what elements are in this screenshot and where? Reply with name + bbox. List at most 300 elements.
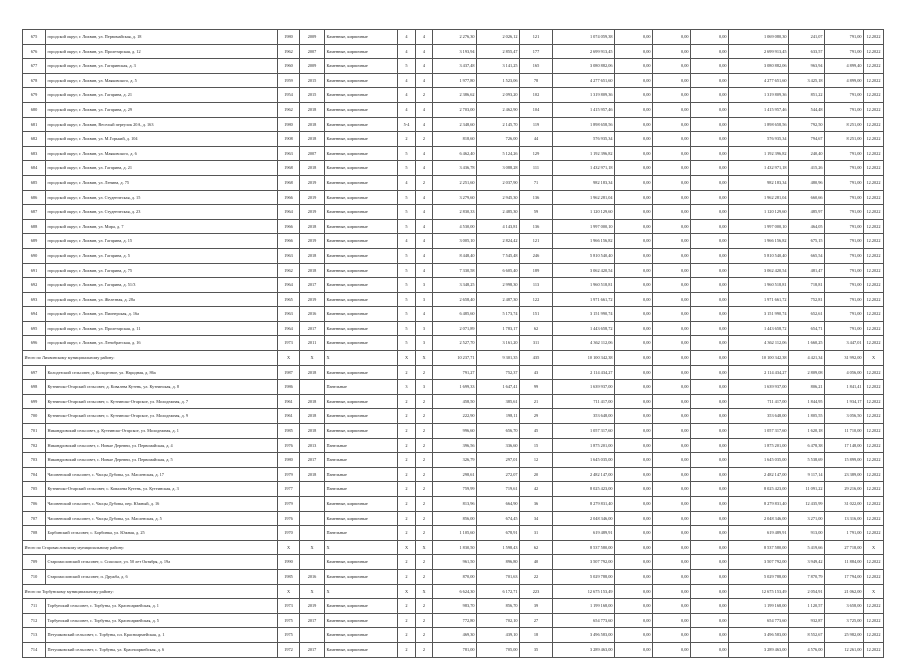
table-row bbox=[23, 307, 884, 322]
cell-z1: 0,00 bbox=[615, 248, 653, 263]
subtotal-label: Итого по Лихвинскому муниципальному району: bbox=[23, 351, 278, 366]
cell-wall: Панельные bbox=[325, 453, 398, 468]
cell-u1: 485,97 bbox=[789, 205, 825, 220]
cell-u1: 660,66 bbox=[789, 190, 825, 205]
cell-dt: 12.2022 bbox=[864, 380, 884, 395]
cell-wall: Каменные, кирпичные bbox=[325, 175, 398, 190]
table-row bbox=[23, 380, 884, 395]
row-number: 677 bbox=[23, 59, 46, 74]
cell-y2: 2018 bbox=[300, 219, 325, 234]
cell-a2: 439,10 bbox=[477, 628, 520, 643]
cell-u2: 4 899,40 bbox=[825, 59, 864, 74]
cell-u2: 791,00 bbox=[825, 234, 864, 249]
address-cell: городской округ, г. Лихвин, ул. Гагарина, д. 21 bbox=[46, 161, 278, 176]
cell-a1: 298,61 bbox=[433, 467, 477, 482]
cell-a1: 2 830,33 bbox=[433, 205, 477, 220]
cell-y2: 2015 bbox=[300, 73, 325, 88]
cell-p: 122 bbox=[520, 292, 553, 307]
cell-y1: 1960 bbox=[278, 59, 300, 74]
cell-fl: 2 bbox=[398, 613, 416, 628]
cell-p: 27 bbox=[520, 613, 553, 628]
cell-y1: 1972 bbox=[278, 642, 300, 657]
cell-wall: Каменные, кирпичные bbox=[325, 365, 398, 380]
cell-dt: 12.2022 bbox=[864, 497, 884, 512]
cell-z1: 0,00 bbox=[615, 219, 653, 234]
cell-p: 22 bbox=[520, 569, 553, 584]
cell-u2: 31 992,00 bbox=[825, 351, 864, 366]
cell-z1: 0,00 bbox=[615, 278, 653, 293]
cell-dt: 12.2022 bbox=[864, 453, 884, 468]
cell-p: 21 bbox=[520, 394, 553, 409]
cell-fl: 2 bbox=[398, 599, 416, 614]
cell-z1: 0,00 bbox=[615, 175, 653, 190]
cell-a2: 5 173,74 bbox=[477, 307, 520, 322]
cell-u1: 665,54 bbox=[789, 248, 825, 263]
cell-z2: 0,00 bbox=[653, 278, 691, 293]
cell-y2: 2018 bbox=[300, 132, 325, 147]
cell-tot: 1 966 156,82 bbox=[729, 234, 789, 249]
cell-a2: 2 487,30 bbox=[477, 292, 520, 307]
cell-z2: 0,00 bbox=[653, 248, 691, 263]
cell-p: 129 bbox=[520, 146, 553, 161]
row-number: 692 bbox=[23, 278, 46, 293]
cell-cost: 1 443 658,72 bbox=[553, 321, 615, 336]
address-cell: городской округ, г. Лихвин, ул. Пионерская, д. 16а bbox=[46, 307, 278, 322]
cell-u2: 13 316,00 bbox=[825, 511, 864, 526]
cell-y2: 2018 bbox=[300, 117, 325, 132]
cell-a1: 3 193,94 bbox=[433, 44, 477, 59]
cell-a1: 759,99 bbox=[433, 482, 477, 497]
table-row bbox=[23, 642, 884, 657]
cell-y2: 2018 bbox=[300, 409, 325, 424]
cell-fl: 5 bbox=[398, 205, 416, 220]
cell-z1: 0,00 bbox=[615, 526, 653, 541]
cell-p: 246 bbox=[520, 248, 553, 263]
cell-y1: 1963 bbox=[278, 146, 300, 161]
cell-z2: 0,00 bbox=[653, 117, 691, 132]
cell-u1: 481,47 bbox=[789, 263, 825, 278]
cell-y2 bbox=[300, 511, 325, 526]
cell-y2: 2019 bbox=[300, 175, 325, 190]
cell-a1: 2 658,40 bbox=[433, 292, 477, 307]
cell-cost: 3 507 792,00 bbox=[553, 555, 615, 570]
cell-wall: Каменные, кирпичные bbox=[325, 424, 398, 439]
address-cell: Кутеинско-Отарский сельсовет, с. Ковалева Кутень, ул. Кутеинская, д. 3 bbox=[46, 482, 278, 497]
cell-fl: 5 bbox=[398, 292, 416, 307]
cell-cost: 1 074 059,38 bbox=[553, 30, 615, 45]
cell-cost: 1 645 035,00 bbox=[553, 453, 615, 468]
cell-z1: 0,00 bbox=[615, 30, 653, 45]
cell-fl: 5 bbox=[398, 307, 416, 322]
cell-z3: 0,00 bbox=[691, 482, 729, 497]
cell-a2: 705,00 bbox=[477, 642, 520, 657]
cell-a2: 2 093,20 bbox=[477, 88, 520, 103]
cell-z3: 0,00 bbox=[691, 613, 729, 628]
cell-p: 113 bbox=[520, 278, 553, 293]
cell-p: 104 bbox=[520, 102, 553, 117]
cell-a1: 10 237,71 bbox=[433, 351, 477, 366]
cell-a2: 719,61 bbox=[477, 482, 520, 497]
cell-wall: Каменные, кирпичные bbox=[325, 307, 398, 322]
cell-u1: 806,21 bbox=[789, 380, 825, 395]
cell-dt: 12.2022 bbox=[864, 409, 884, 424]
cell-z3: 0,00 bbox=[691, 205, 729, 220]
cell-u1: 3 949,42 bbox=[789, 555, 825, 570]
cell-a1: 3 437,48 bbox=[433, 59, 477, 74]
cell-a2: 2 945,30 bbox=[477, 190, 520, 205]
cell-p: 121 bbox=[520, 30, 553, 45]
cell-tot: 3 289 463,00 bbox=[729, 642, 789, 657]
subtotal-label: Итого по Торбунскому муниципальному району: bbox=[23, 584, 278, 599]
cell-wall: Каменные, кирпичные bbox=[325, 44, 398, 59]
cell-fl: X bbox=[398, 584, 416, 599]
cell-p: 311 bbox=[520, 336, 553, 351]
table-row bbox=[23, 88, 884, 103]
cell-u1: 718,81 bbox=[789, 278, 825, 293]
cell-y2: 2017 bbox=[300, 278, 325, 293]
cell-z2: 0,00 bbox=[653, 599, 691, 614]
address-cell: Старомасловский сельсовет, п. Дружба, д. 6 bbox=[46, 569, 278, 584]
row-number: 707 bbox=[23, 511, 46, 526]
cell-u2: 1 934,17 bbox=[825, 394, 864, 409]
cell-z3: 0,00 bbox=[691, 365, 729, 380]
cell-tot: 2 114 434,27 bbox=[729, 365, 789, 380]
cell-y1: 1985 bbox=[278, 569, 300, 584]
cell-z3: 0,00 bbox=[691, 438, 729, 453]
cell-z1: 0,00 bbox=[615, 584, 653, 599]
cell-cost: 2 699 913,45 bbox=[553, 44, 615, 59]
cell-y2: 2018 bbox=[300, 424, 325, 439]
cell-z1: 0,00 bbox=[615, 146, 653, 161]
row-number: 682 bbox=[23, 132, 46, 147]
cell-z2: 0,00 bbox=[653, 219, 691, 234]
cell-wall: X bbox=[325, 540, 398, 555]
row-number: 714 bbox=[23, 642, 46, 657]
cell-y1: 1975 bbox=[278, 613, 300, 628]
cell-a2: 3 141,25 bbox=[477, 59, 520, 74]
cell-dt: 12.2022 bbox=[864, 438, 884, 453]
cell-en: 4 bbox=[416, 102, 433, 117]
cell-z2: 0,00 bbox=[653, 540, 691, 555]
cell-a1: 396,56 bbox=[433, 438, 477, 453]
cell-fl: 4 bbox=[398, 175, 416, 190]
cell-fl: 5 bbox=[398, 59, 416, 74]
row-number: 688 bbox=[23, 219, 46, 234]
cell-a1: 2 071,89 bbox=[433, 321, 477, 336]
cell-cost: 1 319 809,36 bbox=[553, 88, 615, 103]
cell-y1: 1973 bbox=[278, 599, 300, 614]
cell-dt: 12.2022 bbox=[864, 73, 884, 88]
cell-z3: 0,00 bbox=[691, 453, 729, 468]
cell-cost: 3 062 420,54 bbox=[553, 263, 615, 278]
row-number: 676 bbox=[23, 44, 46, 59]
cell-fl: X bbox=[398, 351, 416, 366]
cell-z3: 0,00 bbox=[691, 102, 729, 117]
table-row bbox=[23, 424, 884, 439]
cell-cost: 1 962 281,04 bbox=[553, 190, 615, 205]
cell-tot: 2 699 913,45 bbox=[729, 44, 789, 59]
cell-u1: 1 660,25 bbox=[789, 336, 825, 351]
cell-cost: 2 114 434,27 bbox=[553, 365, 615, 380]
cell-wall: Каменные, кирпичные bbox=[325, 497, 398, 512]
cell-tot: 982 183,34 bbox=[729, 175, 789, 190]
cell-wall: Каменные, кирпичные bbox=[325, 394, 398, 409]
cell-tot: 576 935,34 bbox=[729, 132, 789, 147]
cell-en: 2 bbox=[416, 613, 433, 628]
cell-a2: 385,61 bbox=[477, 394, 520, 409]
cell-p: 71 bbox=[520, 175, 553, 190]
cell-y2: X bbox=[300, 540, 325, 555]
cell-z3: 0,00 bbox=[691, 569, 729, 584]
cell-tot: 1 432 971,18 bbox=[729, 161, 789, 176]
cell-en: 4 bbox=[416, 307, 433, 322]
cell-wall: Каменные, кирпичные bbox=[325, 599, 398, 614]
cell-a2: 297,01 bbox=[477, 453, 520, 468]
cell-en: 2 bbox=[416, 424, 433, 439]
cell-p: 39 bbox=[520, 599, 553, 614]
cell-a1: 6 624,30 bbox=[433, 584, 477, 599]
address-cell: городской округ, г. Лихвин, ул. Пролетарская, д. 11 bbox=[46, 321, 278, 336]
cell-en: 4 bbox=[416, 205, 433, 220]
cell-z2: 0,00 bbox=[653, 175, 691, 190]
cell-p: 102 bbox=[520, 88, 553, 103]
cell-tot: 1 192 396,82 bbox=[729, 146, 789, 161]
cell-z3: 0,00 bbox=[691, 555, 729, 570]
table-row bbox=[23, 321, 884, 336]
address-cell: городской округ, г. Лихвин, ул. Первомайская, д. 18 bbox=[46, 30, 278, 45]
cell-fl: 2 bbox=[398, 365, 416, 380]
table-row bbox=[23, 59, 884, 74]
cell-y1: 1976 bbox=[278, 511, 300, 526]
cell-en: 4 bbox=[416, 44, 433, 59]
cell-a1: 7 330,58 bbox=[433, 263, 477, 278]
cell-y2 bbox=[300, 497, 325, 512]
row-number: 704 bbox=[23, 467, 46, 482]
cell-z2: 0,00 bbox=[653, 453, 691, 468]
cell-u1: 241,07 bbox=[789, 30, 825, 45]
address-cell: городской округ, г. Лихвин, ул. Гагарина, д. 75 bbox=[46, 263, 278, 278]
cell-a1: 1 105,60 bbox=[433, 526, 477, 541]
cell-u1: 4 421,34 bbox=[789, 351, 825, 366]
cell-u1: 464,05 bbox=[789, 219, 825, 234]
cell-a1: 6 462,40 bbox=[433, 146, 477, 161]
address-cell: Петушковский сельсовет, с. Торбуны, ул. Красноармейская, д. 6 bbox=[46, 642, 278, 657]
subtotal-label: Итого по Старомасловскому муниципальному району: bbox=[23, 540, 278, 555]
cell-y2: 2018 bbox=[300, 467, 325, 482]
table-row bbox=[23, 117, 884, 132]
cell-z1: 0,00 bbox=[615, 336, 653, 351]
cell-wall: Каменные, кирпичные bbox=[325, 30, 398, 45]
cell-a2: 664,90 bbox=[477, 497, 520, 512]
cell-a1: 983,70 bbox=[433, 599, 477, 614]
cell-y1: 1954 bbox=[278, 88, 300, 103]
table-row bbox=[23, 175, 884, 190]
cell-tot: 8 537 580,00 bbox=[729, 540, 789, 555]
cell-z3: 0,00 bbox=[691, 175, 729, 190]
row-number: 683 bbox=[23, 146, 46, 161]
cell-fl: 2 bbox=[398, 467, 416, 482]
cell-tot: 654 773,60 bbox=[729, 613, 789, 628]
table-row bbox=[23, 365, 884, 380]
cell-cost: 5 029 788,00 bbox=[553, 569, 615, 584]
cell-tot: 3 496 583,00 bbox=[729, 628, 789, 643]
cell-tot: 12 675 153,49 bbox=[729, 584, 789, 599]
row-number: 695 bbox=[23, 321, 46, 336]
cell-fl: 3 bbox=[398, 380, 416, 395]
address-cell: Старомасловский сельсовет, с. Спасское, ул. 50 лет Октября, д. 19а bbox=[46, 555, 278, 570]
cell-y1: 1964 bbox=[278, 205, 300, 220]
cell-a2: 5 124,26 bbox=[477, 146, 520, 161]
address-cell: городской округ, г. Лихвин, ул. Маяковского, д. 5 bbox=[46, 73, 278, 88]
address-cell: Торбунский сельсовет, с. Торбуны, ул. Красноармейская, д. 1 bbox=[46, 599, 278, 614]
cell-cost: 1 971 661,72 bbox=[553, 292, 615, 307]
cell-dt: 12.2022 bbox=[864, 321, 884, 336]
cell-fl: 2 bbox=[398, 132, 416, 147]
cell-z3: 0,00 bbox=[691, 132, 729, 147]
cell-tot: 2 482 147,00 bbox=[729, 467, 789, 482]
cell-z1: 0,00 bbox=[615, 263, 653, 278]
address-cell: Торбунский сельсовет, с. Торбуны, ул. Красноармейская, д. 5 bbox=[46, 613, 278, 628]
cell-u2: 1 841,41 bbox=[825, 380, 864, 395]
cell-p: 31 bbox=[520, 526, 553, 541]
cell-tot: 353 648,00 bbox=[729, 409, 789, 424]
cell-a1: 813,96 bbox=[433, 497, 477, 512]
cell-z2: 0,00 bbox=[653, 569, 691, 584]
cell-y1: 1990 bbox=[278, 555, 300, 570]
address-cell: Часовенский сельсовет, с. Часцы Дубовы, ул. Масленская, д. 5 bbox=[46, 511, 278, 526]
cell-tot: 3 151 990,74 bbox=[729, 307, 789, 322]
cell-dt: 12.2022 bbox=[864, 190, 884, 205]
cell-z1: 0,00 bbox=[615, 453, 653, 468]
housing-register-table bbox=[22, 29, 884, 658]
cell-dt: 12.2022 bbox=[864, 263, 884, 278]
cell-z3: 0,00 bbox=[691, 278, 729, 293]
cell-fl: 5 bbox=[398, 161, 416, 176]
cell-tot: 1 443 658,72 bbox=[729, 321, 789, 336]
cell-p: 136 bbox=[520, 219, 553, 234]
cell-y2: 2017 bbox=[300, 453, 325, 468]
cell-a2: 2 145,70 bbox=[477, 117, 520, 132]
cell-y2: 2017 bbox=[300, 642, 325, 657]
row-number: 699 bbox=[23, 394, 46, 409]
address-cell: городской округ, г. Лихвин, ул. Железная, д. 28а bbox=[46, 292, 278, 307]
cell-z1: 0,00 bbox=[615, 394, 653, 409]
cell-z1: 0,00 bbox=[615, 44, 653, 59]
cell-u2: 4 899,00 bbox=[825, 73, 864, 88]
address-cell: городской округ, г. Лихвин, ул. М.Горький, д. 104 bbox=[46, 132, 278, 147]
row-number: 702 bbox=[23, 438, 46, 453]
cell-dt: 12.2022 bbox=[864, 642, 884, 657]
cell-y1: 1979 bbox=[278, 497, 300, 512]
cell-z3: 0,00 bbox=[691, 248, 729, 263]
cell-cost: 1 966 156,82 bbox=[553, 234, 615, 249]
cell-tot: 711 417,00 bbox=[729, 394, 789, 409]
cell-a1: 870,00 bbox=[433, 569, 477, 584]
cell-z1: 0,00 bbox=[615, 102, 653, 117]
cell-z2: 0,00 bbox=[653, 584, 691, 599]
cell-y1: 1908 bbox=[278, 132, 300, 147]
row-number: 710 bbox=[23, 569, 46, 584]
address-cell: Борбинский сельсовет, с. Борбинка, ул. Южная, д. 25 bbox=[46, 526, 278, 541]
cell-fl: 2 bbox=[398, 569, 416, 584]
cell-u1: 3 271,00 bbox=[789, 511, 825, 526]
row-number: 698 bbox=[23, 380, 46, 395]
cell-a1: 2 251,60 bbox=[433, 175, 477, 190]
cell-a1: 2 348,60 bbox=[433, 117, 477, 132]
cell-wall: Каменные, кирпичные bbox=[325, 278, 398, 293]
cell-dt: X bbox=[864, 540, 884, 555]
cell-u2: 791,00 bbox=[825, 292, 864, 307]
cell-y1: 1961 bbox=[278, 409, 300, 424]
cell-z3: 0,00 bbox=[691, 380, 729, 395]
cell-wall: Каменные, кирпичные bbox=[325, 263, 398, 278]
table-row bbox=[23, 482, 884, 497]
cell-dt: 12.2022 bbox=[864, 102, 884, 117]
cell-p: 121 bbox=[520, 234, 553, 249]
cell-y2 bbox=[300, 628, 325, 643]
cell-fl: 5 bbox=[398, 248, 416, 263]
cell-y1: 1980 bbox=[278, 453, 300, 468]
cell-y2 bbox=[300, 555, 325, 570]
cell-cost: 619 489,91 bbox=[553, 526, 615, 541]
address-cell: Кутеинско-Отарский сельсовет, с. Кутеинско-Отарское, ул. Молодежная, д. 7 bbox=[46, 394, 278, 409]
cell-dt: 12.2022 bbox=[864, 599, 884, 614]
cell-dt: 12.2022 bbox=[864, 278, 884, 293]
cell-tot: 2 048 346,00 bbox=[729, 511, 789, 526]
cell-a2: 3 161,20 bbox=[477, 336, 520, 351]
cell-a2: 656,70 bbox=[477, 424, 520, 439]
cell-z2: 0,00 bbox=[653, 30, 691, 45]
cell-dt: 12.2022 bbox=[864, 146, 884, 161]
cell-dt: 12.2022 bbox=[864, 205, 884, 220]
cell-p: 78 bbox=[520, 73, 553, 88]
cell-en: 2 bbox=[416, 467, 433, 482]
cell-p: 45 bbox=[520, 424, 553, 439]
cell-p: 59 bbox=[520, 205, 553, 220]
cell-y1: 1973 bbox=[278, 336, 300, 351]
cell-u2: 31 022,00 bbox=[825, 497, 864, 512]
cell-a2: 2 037,90 bbox=[477, 175, 520, 190]
cell-u2: 3 658,00 bbox=[825, 599, 864, 614]
cell-y2: 2016 bbox=[300, 569, 325, 584]
cell-z2: 0,00 bbox=[653, 44, 691, 59]
cell-z1: 0,00 bbox=[615, 569, 653, 584]
table-row bbox=[23, 146, 884, 161]
table-row bbox=[23, 336, 884, 351]
cell-tot: 8 025 423,00 bbox=[729, 482, 789, 497]
cell-z3: 0,00 bbox=[691, 526, 729, 541]
cell-y2: 2011 bbox=[300, 336, 325, 351]
cell-fl: 5 bbox=[398, 321, 416, 336]
cell-z1: 0,00 bbox=[615, 424, 653, 439]
cell-u1: 652,61 bbox=[789, 307, 825, 322]
cell-z3: 0,00 bbox=[691, 467, 729, 482]
cell-fl: 2 bbox=[398, 394, 416, 409]
cell-a1: 791,27 bbox=[433, 365, 477, 380]
cell-fl: 2 bbox=[398, 642, 416, 657]
cell-cost: 10 100 342,38 bbox=[553, 351, 615, 366]
cell-en: 4 bbox=[416, 59, 433, 74]
cell-p: 43 bbox=[520, 365, 553, 380]
cell-tot: 1 199 168,00 bbox=[729, 599, 789, 614]
cell-a1: 961,50 bbox=[433, 555, 477, 570]
cell-dt: 12.2022 bbox=[864, 175, 884, 190]
cell-z2: 0,00 bbox=[653, 132, 691, 147]
cell-u1: 1 844,95 bbox=[789, 394, 825, 409]
cell-z2: 0,00 bbox=[653, 628, 691, 643]
row-number: 679 bbox=[23, 88, 46, 103]
cell-dt: 12.2022 bbox=[864, 511, 884, 526]
